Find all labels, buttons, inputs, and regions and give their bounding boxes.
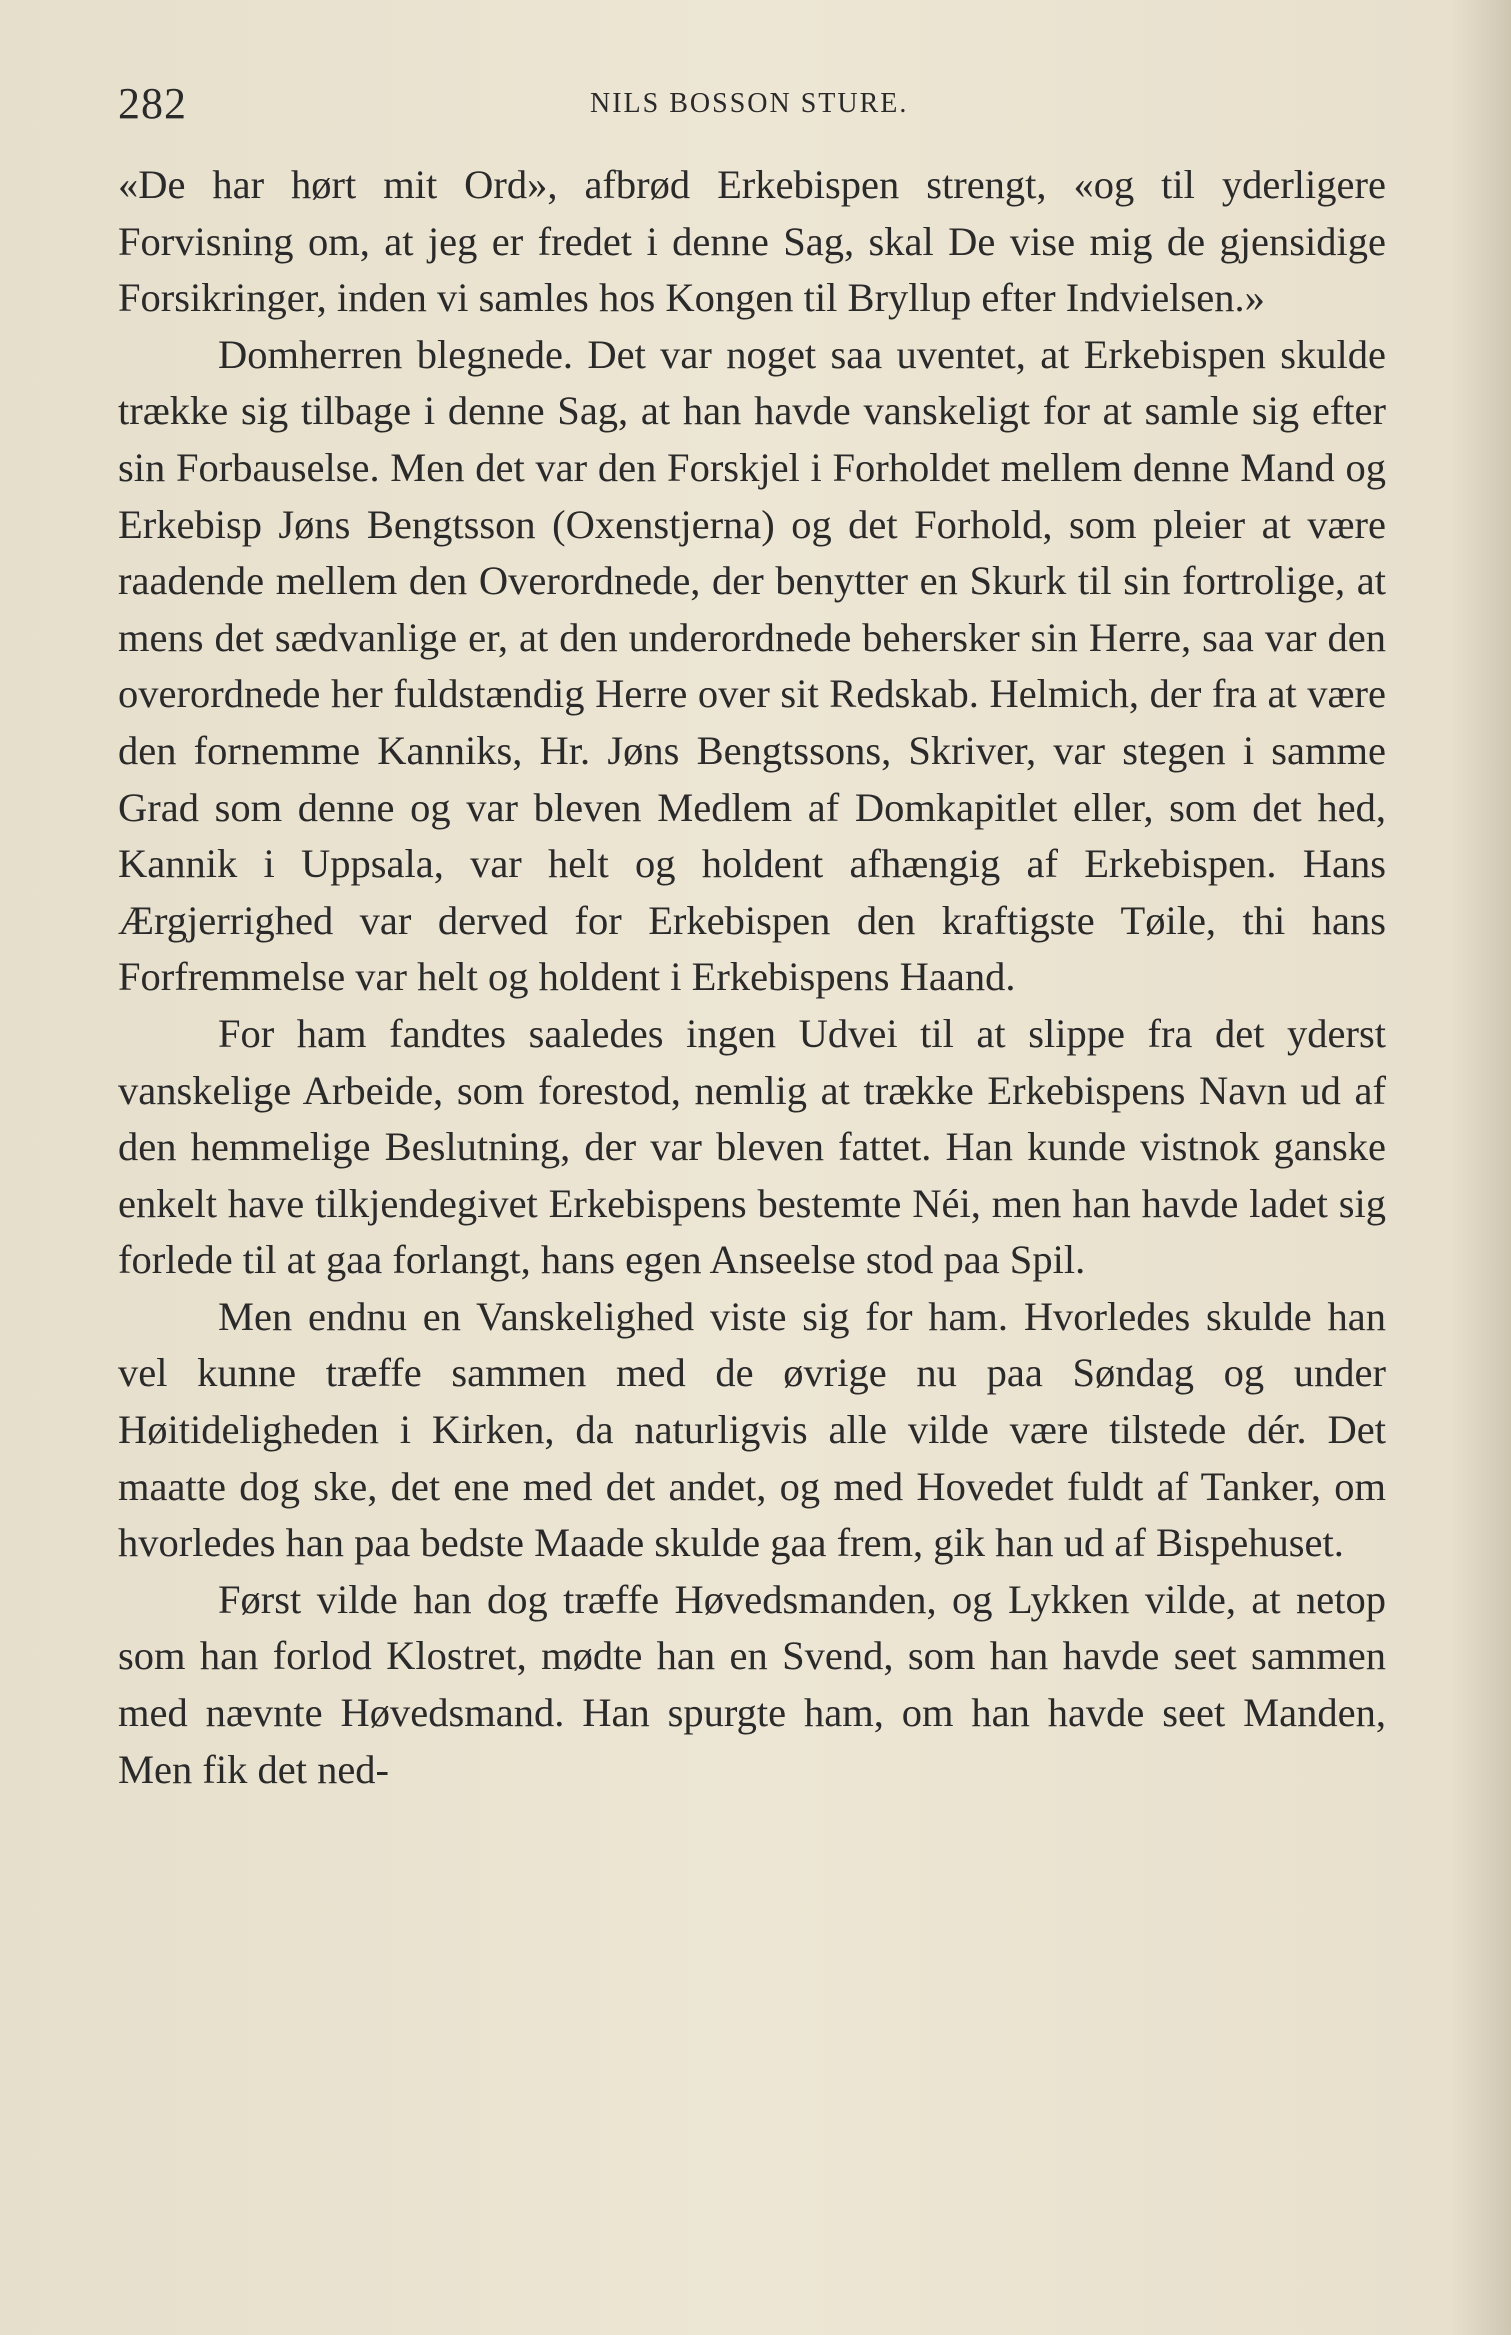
paragraph: Domherren blegnede. Det var noget saa uventet, at Erkebispen skulde trække sig tilbage i denne Sag, at han havde vanskeligt for at samle sig efter sin Forbauselse. Men det var den Forskjel i Forholdet mellem denne Mand og Erkebisp Jøns Bengtsson (Oxenstjerna) og det Forhold, som pleier at være raadende mellem den Overordnede, der benytter en Skurk til sin fortrolige, at mens det sædvanlige er, at den underordnede behersker sin Herre, saa var den overordnede her fuldstændig Herre over sit Redskab. Helmich, der fra at være den fornemme Kanniks, Hr. Jøns Bengtssons, Skriver, var stegen i samme Grad som denne og var bleven Medlem af Domkapitlet eller, som det hed, Kannik i Uppsala, var helt og holdent afhængig af Erkebispen. Hans Ærgjerrighed var derved for Erkebispen den kraftigste Tøile, thi hans Forfremmelse var helt og holdent i Erkebispens Haand. <box>118 331 1386 1000</box>
paragraph: Først vilde han dog træffe Høvedsmanden, og Lykken vilde, at netop som han forlod Klostret, mødte han en Svend, som han havde seet sammen med nævnte Høvedsmand. Han spurgte ham, om han havde seet Manden, Men fik det ned- <box>118 1576 1386 1792</box>
paragraph: For ham fandtes saaledes ingen Udvei til at slippe fra det yderst vanskelige Arbeide, som forestod, nemlig at trække Erkebispens Navn ud af den hemmelige Beslutning, der var bleven fattet. Han kunde vistnok ganske enkelt have tilkjendegivet Erkebispens bestemte Néi, men han havde ladet sig forlede til at gaa forlangt, hans egen Anseelse stod paa Spil. <box>118 1010 1386 1283</box>
paragraph: Men endnu en Vanskelighed viste sig for ham. Hvorledes skulde han vel kunne træffe sammen med de øvrige nu paa Søndag og under Høitideligheden i Kirken, da naturligvis alle vilde være tilstede dér. Det maatte dog ske, det ene med det andet, og med Hovedet fuldt af Tanker, om hvorledes han paa bedste Maade skulde gaa frem, gik han ud af Bispehuset. <box>118 1293 1386 1566</box>
page-header <box>118 78 1388 138</box>
paragraph: «De har hørt mit Ord», afbrød Erkebispen strengt, «og til yderligere Forvisning om, at jeg er fredet i denne Sag, skal De vise mig de gjensidige Forsikringer, inden vi samles hos Kongen til Bryllup efter Indvielsen.» <box>118 162 1386 321</box>
page-number: 282 <box>118 79 187 128</box>
body-text <box>118 157 1386 1798</box>
running-head: NILS BOSSON STURE. <box>590 88 909 119</box>
